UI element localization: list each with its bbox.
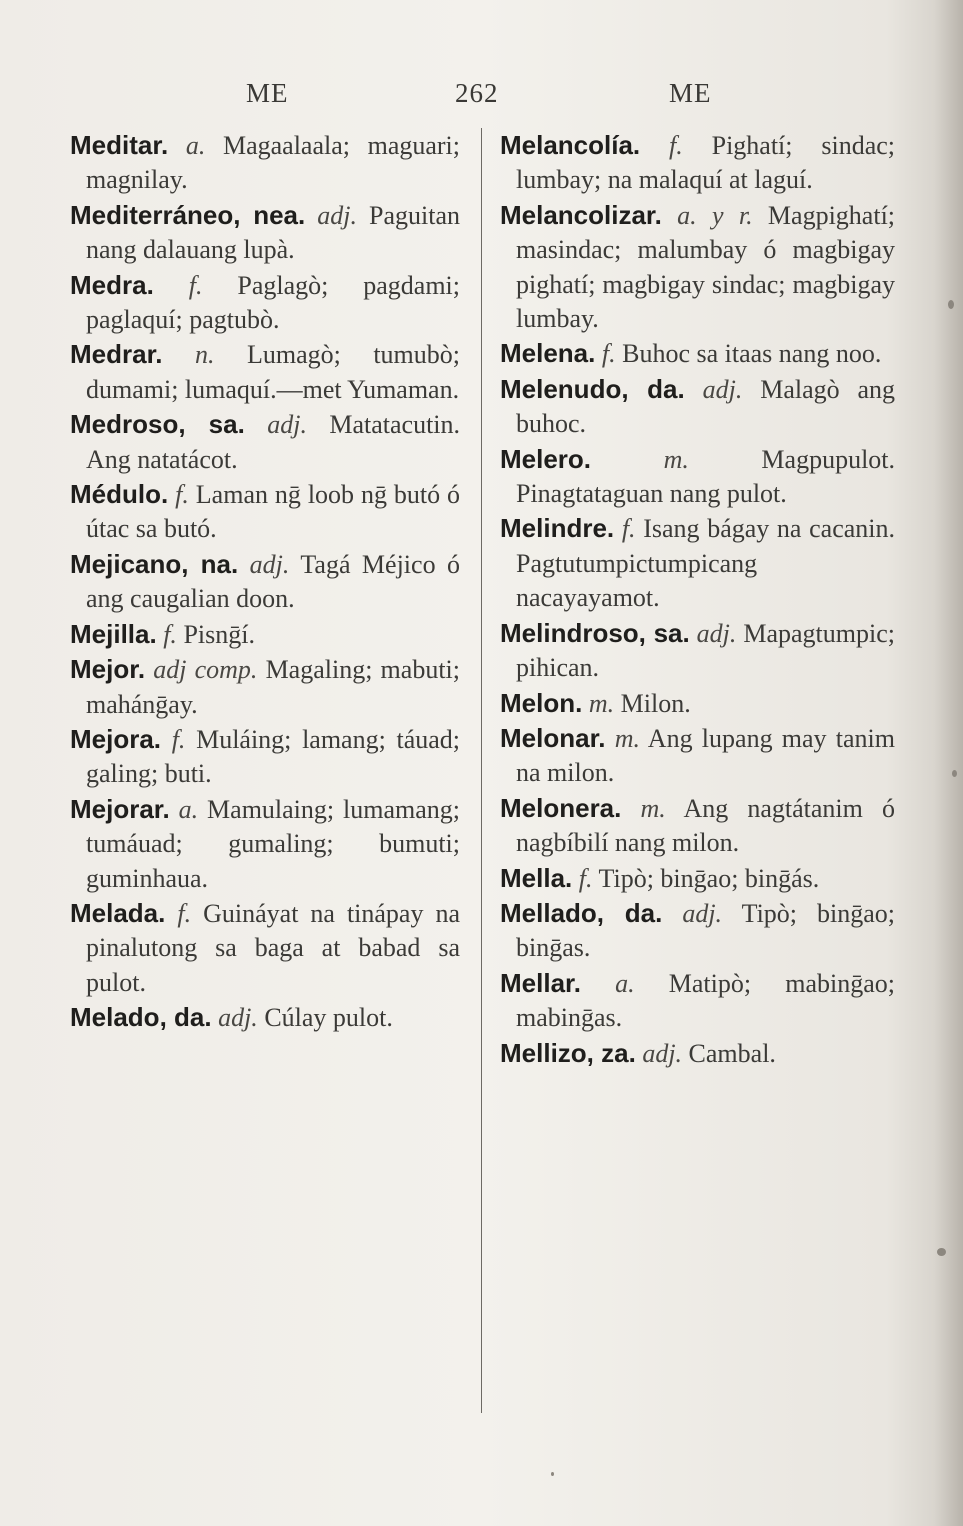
entry-definition: Magpighatí; masindac; malumbay ó magbigay pighatí; magbigay sindac; magbigay lumbay. (516, 200, 896, 334)
dictionary-entry (500, 1036, 895, 1071)
dictionary-entry (500, 511, 895, 615)
entry-part-of-speech: f. (177, 898, 192, 928)
entry-definition: Pisnḡí. (183, 619, 255, 649)
entry-definition: Paguitan nang dalauang lupà. (86, 200, 461, 265)
entry-part-of-speech: adj. (642, 1038, 683, 1068)
entry-part-of-speech: m. (614, 723, 640, 753)
dictionary-entry (70, 128, 460, 198)
page-speck (937, 1248, 946, 1256)
entry-definition: Isang bágay na cacanin. Pagtutumpictumpicang nacayayamot. (516, 514, 896, 613)
dictionary-entry (500, 861, 895, 896)
dictionary-entry (500, 686, 895, 721)
entry-definition: Malagò ang buhoc. (516, 374, 896, 439)
entry-definition: Laman nḡ loob nḡ butó ó útac sa butó. (86, 480, 461, 544)
entry-part-of-speech: f. (163, 619, 177, 649)
entry-definition: Guináyat na tinápay na pinalutong sa baga at babad sa pulot. (86, 898, 461, 997)
entry-headword: Melada. (70, 897, 166, 928)
dictionary-entry (70, 268, 460, 338)
dictionary-entry (500, 442, 895, 512)
page-speck (948, 300, 954, 309)
entry-definition: Magaling; mabuti; mahánḡay. (86, 655, 460, 719)
entry-part-of-speech: a. (178, 794, 199, 824)
dictionary-entry (500, 966, 895, 1036)
entry-part-of-speech: f. (669, 131, 683, 160)
column-divider (481, 128, 482, 1413)
entry-headword: Meditar. (70, 130, 169, 160)
entry-headword: Mellado, da. (500, 897, 663, 928)
entry-headword: Mejicano, na. (70, 548, 239, 579)
dictionary-entry (500, 791, 895, 861)
entry-part-of-speech: adj. (682, 898, 723, 928)
dictionary-entry (70, 547, 460, 617)
entry-definition: Tipò; binḡao; binḡás. (598, 863, 820, 893)
entry-part-of-speech: f. (601, 339, 616, 369)
entry-headword: Medra. (70, 269, 154, 300)
entry-definition: Milon. (620, 688, 691, 718)
dictionary-entry (70, 477, 460, 547)
entry-headword: Melero. (500, 443, 592, 474)
entry-headword: Mejorar. (70, 793, 170, 824)
entry-headword: Mella. (500, 862, 573, 893)
dictionary-entry (500, 721, 895, 791)
entry-definition: Cúlay pulot. (264, 1003, 393, 1033)
entry-headword: Melon. (500, 687, 583, 718)
entry-part-of-speech: adj. (249, 549, 290, 579)
dictionary-entry (500, 336, 895, 371)
entry-part-of-speech: a. y r. (677, 200, 753, 230)
entry-headword: Medrar. (70, 339, 163, 370)
dictionary-entry (70, 198, 460, 268)
entry-part-of-speech: adj. (317, 200, 357, 230)
entry-headword: Mejilla. (70, 618, 157, 649)
dictionary-entry (500, 198, 895, 337)
entry-headword: Melonera. (500, 792, 622, 823)
header-left-guide: ME (246, 78, 289, 108)
dictionary-entry (500, 616, 895, 686)
entry-definition: Mamulaing; lumamang; tumáuad; gumaling; bumuti; guminhaua. (86, 794, 460, 893)
left-column (70, 128, 460, 1036)
entry-headword: Melena. (500, 338, 596, 369)
entry-headword: Melenudo, da. (500, 373, 685, 404)
dictionary-entry (70, 722, 460, 792)
entry-definition: Mapagtumpic; pihican. (516, 618, 895, 683)
dictionary-entry (500, 372, 895, 442)
right-column (500, 128, 895, 1071)
page-header (0, 78, 963, 118)
entry-headword: Mellizo, za. (500, 1037, 636, 1068)
entry-definition: Magaalaala; maguari; magnilay. (86, 131, 461, 195)
entry-headword: Melado, da. (70, 1002, 212, 1033)
entry-headword: Médulo. (70, 479, 169, 510)
entry-part-of-speech: adj. (702, 374, 743, 404)
page-speck (952, 770, 957, 777)
page-number: 262 (455, 78, 499, 108)
entry-definition: Ang nagtátanim ó nagbíbilí nang milon. (516, 793, 895, 858)
header-right-guide: ME (669, 78, 712, 108)
entry-headword: Mejora. (70, 723, 162, 754)
entry-definition: Matatacutin. Ang natatácot. (86, 410, 461, 474)
entry-definition: Ang lupang may tanim na milon. (516, 723, 895, 788)
entry-part-of-speech: adj. (696, 618, 737, 648)
entry-headword: Melindroso, sa. (500, 617, 690, 648)
entry-part-of-speech: m. (663, 444, 689, 474)
entry-definition: Paglagò; pagdami; paglaquí; pagtubò. (86, 270, 460, 335)
entry-part-of-speech: m. (588, 688, 615, 718)
entry-part-of-speech: a. (615, 968, 635, 998)
entry-part-of-speech: f. (171, 724, 186, 754)
entry-part-of-speech: adj comp. (153, 655, 258, 685)
dictionary-entry (500, 128, 895, 198)
entry-part-of-speech: a. (185, 131, 206, 160)
entry-part-of-speech: f. (621, 514, 636, 544)
entry-definition: Magpupulot. Pinagtataguan nang pulot. (516, 444, 896, 509)
dictionary-entry (70, 407, 460, 477)
entry-part-of-speech: f. (578, 863, 593, 893)
dictionary-entry (70, 617, 460, 652)
entry-part-of-speech: f. (175, 480, 189, 510)
entry-headword: Mejor. (70, 654, 146, 685)
entry-headword: Mediterráneo, nea. (70, 199, 306, 230)
dictionary-entry (70, 652, 460, 722)
entry-headword: Medroso, sa. (70, 409, 245, 440)
entry-headword: Melancolía. (500, 130, 641, 160)
entry-definition: Buhoc sa itaas nang noo. (622, 339, 882, 369)
entry-headword: Melancolizar. (500, 199, 662, 230)
entry-definition: Tagá Méjico ó ang caugalian doon. (86, 549, 461, 614)
entry-definition: Tipò; binḡao; binḡas. (516, 898, 896, 963)
dictionary-entry (500, 896, 895, 966)
entry-definition: Matipò; mabinḡao; mabinḡas. (516, 968, 895, 1033)
entry-definition: Cambal. (688, 1038, 776, 1068)
entry-part-of-speech: f. (188, 270, 203, 300)
entry-definition: Lumagò; tumubò; dumami; lumaquí.—met Yumaman. (86, 340, 460, 404)
entry-definition: Pighatí; sindac; lumbay; na malaquí at laguí. (516, 131, 896, 195)
page-speck (551, 1472, 554, 1476)
entry-part-of-speech: n. (194, 340, 215, 370)
dictionary-entry (70, 896, 460, 1000)
entry-part-of-speech: m. (640, 793, 666, 823)
entry-definition: Muláing; lamang; táuad; galing; buti. (86, 724, 460, 789)
dictionary-entry (70, 1000, 460, 1035)
entry-part-of-speech: adj. (218, 1003, 258, 1033)
dictionary-entry (70, 337, 460, 407)
dictionary-entry (70, 792, 460, 896)
entry-headword: Melindre. (500, 513, 615, 544)
entry-part-of-speech: adj. (267, 410, 307, 440)
entry-headword: Melonar. (500, 722, 606, 753)
entry-headword: Mellar. (500, 967, 581, 998)
